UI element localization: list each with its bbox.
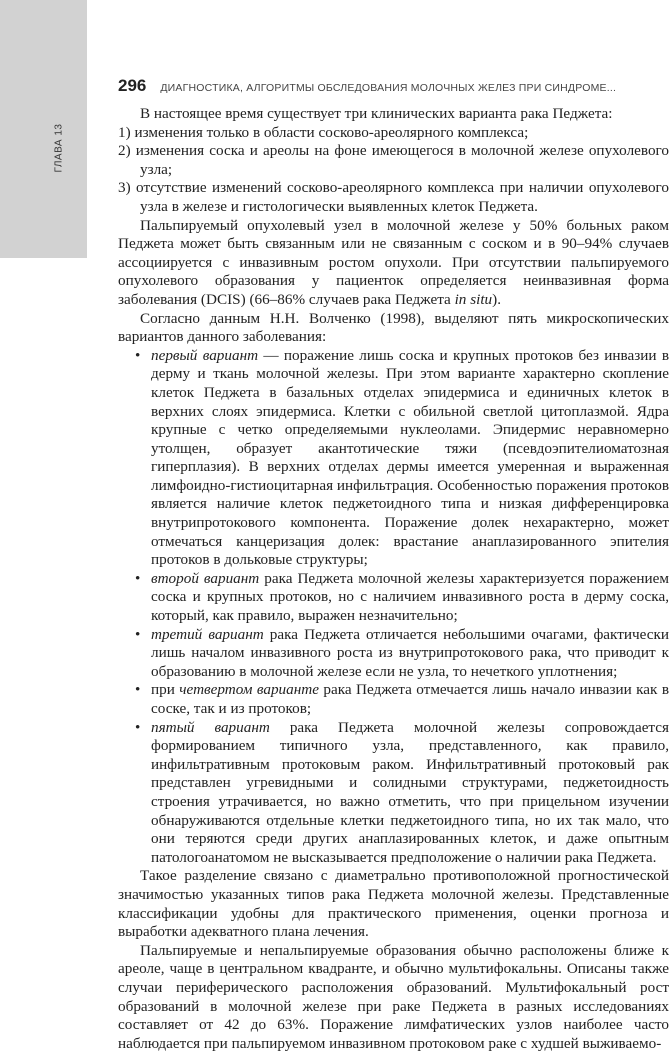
- microscopic-variants-list: [118, 347, 669, 868]
- bullet-variant-4: • при четвертом варианте рака Педжета отмечается лишь начало инвазии как в соске, так и из протоков;: [118, 681, 669, 718]
- bullet-variant-2: • второй вариант рака Педжета молочной железы характеризуется поражением соска и крупных протоков, но с наличием инвазивного роста в дерму соска, который, как правило, выражен незначительно;: [118, 570, 669, 626]
- palpable-node-paragraph: Пальпируемый опухолевый узел в молочной железе у 50% больных раком Педжета может быть связанным или не связанным с соском и в 90–94% случаев ассоциируется с инвазивным ростом опухоли. При отсутствии пальпируемого опухолевого образования у пациенток определяется неинвазивная форма заболевания (DCIS) (66–86% случаев рака Педжета in situ).: [118, 216, 669, 308]
- lesions-paragraph: Пальпируемые и непальпируемые образования обычно расположены ближе к ареоле, чаще в центральном квадранте, и обычно мультифокальны. Описаны также случаи периферического расположения образований. Мультифокальный рост образований в молочной железе при раке Педжета в разных исследованиях составляет от 42 до 63%. Поражение лимфатических узлов наиболее часто наблюдается при пальпируемом инвазивном протоковом раке с худшей выживаемо-: [118, 941, 669, 1052]
- chapter-side-band: [0, 0, 87, 258]
- intro-paragraph: В настоящее время существует три клинических варианта рака Педжета:: [140, 105, 613, 122]
- bullet-variant-3: • третий вариант рака Педжета отличается небольшими очагами, фактически лишь началом инвазивного роста из внутрипротокового рака, что приводит к образованию в молочной железе если не узла, то нечеткого уплотнения;: [118, 626, 669, 682]
- page-number: 296: [118, 76, 147, 95]
- running-title: ДИАГНОСТИКА, АЛГОРИТМЫ ОБСЛЕДОВАНИЯ МОЛОЧНЫХ ЖЕЛЕЗ ПРИ СИНДРОМЕ...: [160, 82, 617, 94]
- division-paragraph: Такое разделение связано с диаметрально противоположной прогностической значимостью указанных типов рака Педжета молочной железы. Представленные классификации удобны для практического применения, оценки прогноза и выработки адекватного плана лечения.: [118, 867, 669, 941]
- page-header: [118, 76, 672, 96]
- variant-item-2: 2) изменения соска и ареолы на фоне имеющегося в молочной железе опухолевого узла;: [118, 142, 669, 178]
- volchenko-paragraph: Согласно данным Н.Н. Волченко (1998), выделяют пять микроскопических вариантов данного заболевания:: [118, 309, 669, 346]
- variant-item-1: 1) изменения только в области сосково-ареолярного комплекса;: [118, 123, 529, 141]
- page-body: [118, 105, 669, 1053]
- bullet-variant-5: • пятый вариант рака Педжета молочной железы сопровождается формированием типичного узла, представленного, как правило, инфильтративным протоковым раком. Инфильтративный протоковый рак представлен угревидными и солидными структурами, педжетоидность строения утрачивается, но важно отметить, что при прицельном изучении обнаруживаются отдельные клетки педжетоидного типа, но их так мало, что они теряются среди других анаплазированных клеток, и даже опытным патологоанатомом не высказывается предположение о наличии рака Педжета.: [118, 719, 669, 868]
- chapter-label: ГЛАВА 13: [53, 123, 65, 173]
- variant-item-3: 3) отсутствие изменений сосково-ареолярного комплекса при наличии опухолевого узла в железе и гистологически выявленных клеток Педжета.: [118, 179, 669, 215]
- bullet-variant-1: • первый вариант — поражение лишь соска и крупных протоков без инвазии в дерму и ткань молочной железы. При этом варианте характерно скопление клеток Педжета в базальных отделах эпидермиса и единичных клеток в верхних слоях эпидермиса. Клетки с обильной светлой цитоплазмой. Ядра крупные с четко определяемыми нуклеолами. Эпидермис неравномерно утолщен, образует акантотические тяжи (псевдоэпителиоматозная гиперплазия). В верхних отделах дермы имеется умеренная и выраженная лимфоидно-гистиоцитарная инфильтрация. Особенностью поражения протоков является наличие клеток педжетоидного типа и низкая дифференцировка внутрипротокового компонента. Поражение долек нехарактерно, может отмечаться канцеризация долек: врастание анаплазированного эпителия протоков в дольковые структуры;: [118, 347, 669, 570]
